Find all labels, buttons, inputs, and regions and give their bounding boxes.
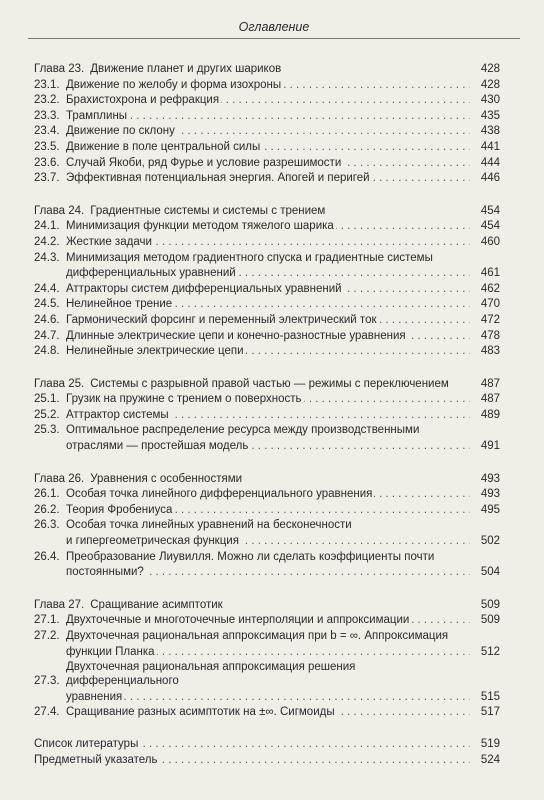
toc-section-row[interactable] bbox=[34, 235, 500, 249]
chapter-label: Глава 26. bbox=[34, 472, 85, 485]
section-number: 27.2. bbox=[34, 630, 60, 642]
section-title bbox=[66, 297, 470, 311]
toc-section-row[interactable] bbox=[34, 439, 500, 453]
section-title bbox=[66, 171, 470, 185]
section-title bbox=[66, 518, 470, 532]
section-title bbox=[66, 660, 470, 688]
toc-section-row[interactable] bbox=[34, 408, 500, 422]
back-matter-title-text: Список литературы bbox=[34, 737, 139, 750]
section-title-text: Брахистохрона и рефракция bbox=[66, 94, 220, 107]
section-title-text: Сращивание разных асимптотик на ±∞. Сигмоиды bbox=[66, 706, 335, 719]
section-number: 23.1. bbox=[34, 78, 60, 91]
section-title-text: Особая точка линейного дифференциального уравнения bbox=[66, 488, 373, 501]
section-title-text: Эффективная потенциальная энергия. Апогей и перигей bbox=[66, 172, 370, 185]
section-number: 24.1. bbox=[34, 220, 60, 233]
section-number: 26.3. bbox=[34, 519, 60, 532]
section-number: 24.2. bbox=[34, 235, 60, 248]
section-number: 26.4. bbox=[34, 550, 60, 563]
section-title-text: Минимизация функции методом тяжелого шарика bbox=[66, 220, 334, 233]
chapter-title bbox=[90, 62, 470, 76]
section-number: 23.6. bbox=[34, 156, 60, 169]
toc-section-row[interactable] bbox=[34, 297, 500, 311]
section-page: 460 bbox=[480, 235, 500, 248]
section-page: 489 bbox=[480, 408, 500, 421]
section-title bbox=[66, 329, 470, 343]
section-title bbox=[66, 565, 470, 579]
toc-section-row[interactable] bbox=[34, 251, 500, 265]
section-title bbox=[66, 219, 470, 233]
section-title bbox=[66, 613, 470, 627]
section-number: 27.1. bbox=[34, 614, 60, 627]
section-title bbox=[66, 534, 470, 548]
section-title bbox=[66, 156, 470, 170]
section-title bbox=[66, 550, 470, 564]
section-title bbox=[66, 645, 470, 659]
toc-section-row[interactable] bbox=[34, 266, 500, 280]
section-title bbox=[66, 109, 470, 123]
section-number: 25.2. bbox=[34, 408, 60, 421]
chapter-label: Глава 27. bbox=[34, 598, 85, 611]
section-number: 24.4. bbox=[34, 282, 60, 295]
section-title-text: функции Планка bbox=[66, 645, 155, 658]
running-header: Оглавление bbox=[28, 20, 520, 39]
toc-section-row[interactable] bbox=[34, 78, 500, 92]
section-title-text: Преобразование Лиувилля. Можно ли сделать коэффициенты почти bbox=[66, 550, 435, 563]
section-page: 472 bbox=[480, 313, 500, 326]
section-title bbox=[66, 439, 470, 453]
section-title-text: уравнения bbox=[66, 690, 123, 703]
toc-chapter-row[interactable] bbox=[34, 598, 500, 612]
section-title-text: Двухточечная рациональная аппроксимация решения дифференциального bbox=[66, 661, 356, 688]
section-number: 26.1. bbox=[34, 488, 60, 501]
section-number: 24.3. bbox=[34, 251, 60, 264]
section-number: 25.3. bbox=[34, 424, 60, 437]
section-title-text: Движение по желобу и форма изохроны bbox=[66, 78, 282, 91]
section-title bbox=[66, 78, 470, 92]
section-title bbox=[66, 344, 470, 358]
section-page: 502 bbox=[480, 535, 500, 548]
table-of-contents bbox=[34, 62, 500, 768]
section-page: 444 bbox=[480, 156, 500, 169]
section-title bbox=[66, 705, 470, 719]
section-page: 430 bbox=[480, 94, 500, 107]
section-title-text: Движение по склону bbox=[66, 125, 175, 138]
toc-section-row[interactable] bbox=[34, 124, 500, 138]
section-title-text: постоянными? bbox=[66, 566, 144, 579]
section-title-text: Аттрактор системы bbox=[66, 408, 169, 421]
section-page: 478 bbox=[480, 329, 500, 342]
toc-section-row[interactable] bbox=[34, 690, 500, 704]
chapter-page: 454 bbox=[480, 204, 500, 217]
chapter-title-text: Градиентные системы и системы с трением bbox=[90, 204, 326, 217]
chapter-page: 509 bbox=[480, 598, 500, 611]
chapter-gap bbox=[34, 455, 500, 472]
section-page: 428 bbox=[480, 78, 500, 91]
section-title-text: Грузик на пружине с трением о поверхность bbox=[66, 393, 302, 406]
section-title-text: и гипергеометрическая функция bbox=[66, 535, 239, 548]
section-title-text: Минимизация методом градиентного спуска и градиентные системы bbox=[66, 251, 433, 264]
section-title bbox=[66, 235, 470, 249]
toc-section-row[interactable] bbox=[34, 660, 500, 688]
section-title bbox=[66, 124, 470, 138]
section-number: 24.8. bbox=[34, 345, 60, 358]
chapter-page: 428 bbox=[480, 63, 500, 75]
chapter-title bbox=[90, 204, 470, 218]
toc-section-row[interactable] bbox=[34, 109, 500, 123]
toc-section-row[interactable] bbox=[34, 487, 500, 501]
toc-chapter-row[interactable] bbox=[34, 377, 500, 391]
toc-section-row[interactable] bbox=[34, 503, 500, 517]
chapter-title-text: Сращивание асимптотик bbox=[90, 598, 223, 611]
section-title bbox=[66, 408, 470, 422]
toc-section-row[interactable] bbox=[34, 534, 500, 548]
section-number: 23.7. bbox=[34, 172, 60, 185]
section-title-text: Двухточечная рациональная аппроксимация при b = ∞. Аппроксимация bbox=[66, 630, 449, 642]
section-page: 487 bbox=[480, 393, 500, 406]
toc-section-row[interactable] bbox=[34, 645, 500, 659]
chapter-page: 493 bbox=[480, 472, 500, 485]
toc-section-row[interactable] bbox=[34, 344, 500, 358]
section-title bbox=[66, 423, 470, 437]
chapter-gap bbox=[34, 360, 500, 377]
section-number: 23.4. bbox=[34, 125, 60, 138]
toc-chapter-row[interactable] bbox=[34, 204, 500, 218]
section-title bbox=[66, 282, 470, 296]
section-number: 24.7. bbox=[34, 329, 60, 342]
chapter-title-text: Уравнения с особенностями bbox=[90, 472, 243, 485]
chapter-label: Глава 24. bbox=[34, 204, 85, 217]
toc-section-row[interactable] bbox=[34, 705, 500, 719]
section-page: 438 bbox=[480, 125, 500, 138]
back-matter-title-text: Предметный указатель bbox=[34, 753, 158, 766]
back-matter-page: 519 bbox=[480, 737, 500, 750]
chapter-title-text: Движение планет и других шариков bbox=[90, 63, 282, 75]
section-page: 461 bbox=[480, 267, 500, 280]
chapter-label: Глава 23. bbox=[34, 63, 85, 75]
chapter-title-text: Системы с разрывной правой частью — режимы с переключением bbox=[90, 377, 449, 390]
back-matter-title bbox=[34, 737, 470, 751]
toc-section-row[interactable] bbox=[34, 171, 500, 185]
toc-section-row[interactable] bbox=[34, 156, 500, 170]
section-title bbox=[66, 629, 470, 643]
toc-section-row[interactable] bbox=[34, 219, 500, 233]
section-number: 24.6. bbox=[34, 313, 60, 326]
section-page: 483 bbox=[480, 345, 500, 358]
section-title-text: отраслями — простейшая модель bbox=[66, 440, 249, 453]
back-matter-title bbox=[34, 753, 470, 767]
section-page: 446 bbox=[480, 172, 500, 185]
section-title bbox=[66, 251, 470, 265]
toc-chapter-row[interactable] bbox=[34, 472, 500, 486]
section-title-text: Случай Якоби, ряд Фурье и условие разрешимости bbox=[66, 156, 342, 169]
toc-section-row[interactable] bbox=[34, 140, 500, 154]
chapter-gap bbox=[34, 187, 500, 204]
chapter-page: 487 bbox=[480, 377, 500, 390]
toc-section-row[interactable] bbox=[34, 613, 500, 627]
section-title-text: Двухточечные и многоточечные интерполяции и аппроксимации bbox=[66, 614, 410, 627]
toc-section-row[interactable] bbox=[34, 282, 500, 296]
section-title bbox=[66, 503, 470, 517]
section-title-text: Аттракторы систем дифференциальных уравнений bbox=[66, 282, 342, 295]
section-page: 435 bbox=[480, 109, 500, 122]
section-title bbox=[66, 392, 470, 406]
toc-section-row[interactable] bbox=[34, 313, 500, 327]
section-title-text: Гармонический форсинг и переменный электрический ток bbox=[66, 313, 377, 326]
section-page: 504 bbox=[480, 566, 500, 579]
toc-back-matter-row[interactable] bbox=[34, 737, 500, 751]
section-title bbox=[66, 93, 470, 107]
section-title-text: Длинные электрические цепи и конечно-разностные уравнения bbox=[66, 329, 406, 342]
toc-section-row[interactable] bbox=[34, 518, 500, 532]
section-title-text: Особая точка линейных уравнений на бесконечности bbox=[66, 519, 352, 532]
toc-chapter-row[interactable] bbox=[34, 62, 500, 76]
section-title-text: Трамплины bbox=[66, 109, 128, 122]
toc-section-row[interactable] bbox=[34, 550, 500, 564]
back-matter-page: 524 bbox=[480, 753, 500, 766]
section-page: 517 bbox=[480, 706, 500, 719]
section-title-text: Оптимальное распределение ресурса между производственными bbox=[66, 424, 420, 437]
section-number: 23.3. bbox=[34, 109, 60, 122]
section-title-text: дифференциальных уравнений bbox=[66, 267, 236, 280]
section-title-text: Нелинейное трение bbox=[66, 298, 173, 311]
chapter-label: Глава 25. bbox=[34, 377, 85, 390]
section-title bbox=[66, 487, 470, 501]
toc-back-matter-row[interactable] bbox=[34, 753, 500, 767]
section-title bbox=[66, 690, 470, 704]
section-number: 24.5. bbox=[34, 298, 60, 311]
section-title-text: Нелинейные электрические цепи bbox=[66, 345, 244, 358]
section-number: 23.2. bbox=[34, 94, 60, 107]
chapter-title bbox=[90, 472, 470, 486]
section-title bbox=[66, 313, 470, 327]
section-number: 27.3. bbox=[34, 675, 60, 688]
section-page: 515 bbox=[480, 690, 500, 703]
section-page: 512 bbox=[480, 645, 500, 658]
back-matter-gap bbox=[34, 721, 500, 737]
section-title-text: Движение в поле центральной силы bbox=[66, 140, 261, 153]
section-title bbox=[66, 140, 470, 154]
section-page: 509 bbox=[480, 614, 500, 627]
section-title-text: Теория Фробениуса bbox=[66, 503, 173, 516]
toc-section-row[interactable] bbox=[34, 423, 500, 437]
section-page: 495 bbox=[480, 503, 500, 516]
toc-section-row[interactable] bbox=[34, 93, 500, 107]
chapter-gap bbox=[34, 581, 500, 598]
section-number: 25.1. bbox=[34, 393, 60, 406]
section-page: 441 bbox=[480, 140, 500, 153]
section-page: 462 bbox=[480, 282, 500, 295]
section-title bbox=[66, 266, 470, 280]
toc-section-row[interactable] bbox=[34, 629, 500, 643]
section-number: 23.5. bbox=[34, 140, 60, 153]
toc-section-row[interactable] bbox=[34, 565, 500, 579]
section-page: 454 bbox=[480, 220, 500, 233]
section-page: 491 bbox=[480, 440, 500, 453]
section-number: 27.4. bbox=[34, 706, 60, 719]
chapter-title bbox=[90, 377, 470, 391]
toc-section-row[interactable] bbox=[34, 329, 500, 343]
chapter-title bbox=[90, 598, 470, 612]
section-page: 470 bbox=[480, 298, 500, 311]
section-title-text: Жесткие задачи bbox=[66, 235, 152, 248]
section-number: 26.2. bbox=[34, 503, 60, 516]
section-page: 493 bbox=[480, 488, 500, 501]
toc-section-row[interactable] bbox=[34, 392, 500, 406]
